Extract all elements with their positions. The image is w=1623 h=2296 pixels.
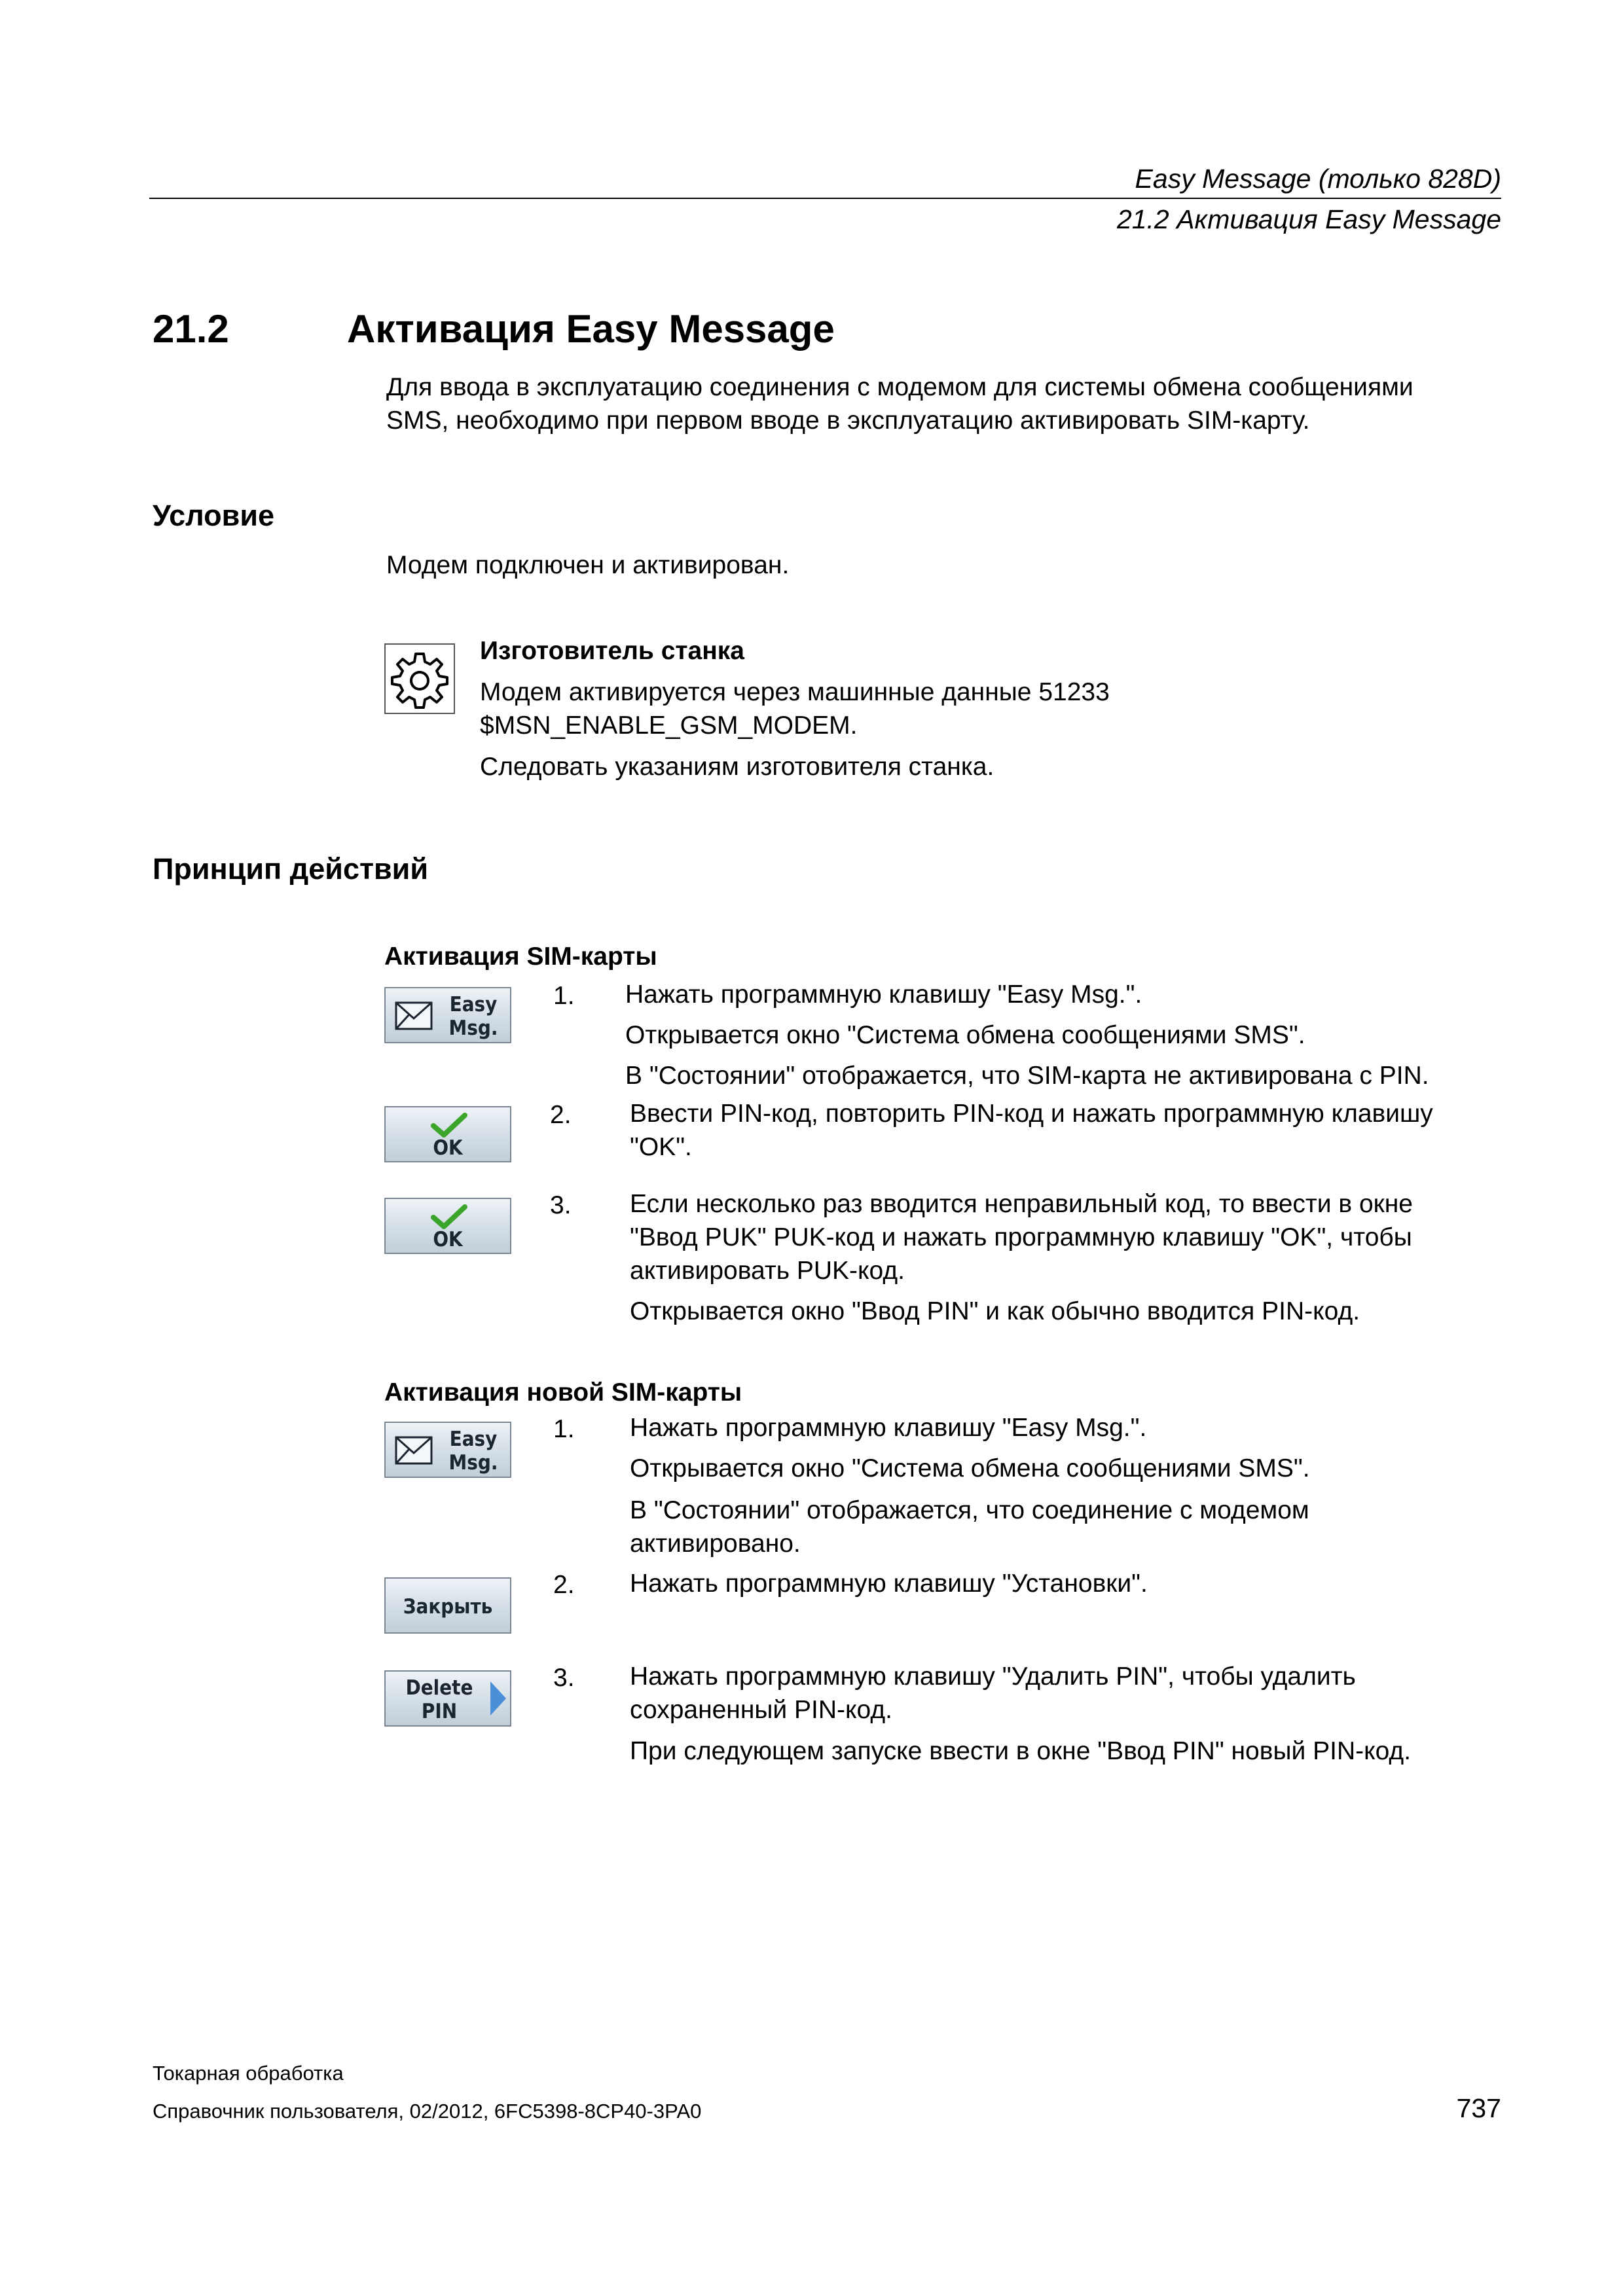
softkey-label: Закрыть [403,1595,493,1619]
softkey-label-line-2: Msg. [448,1016,498,1040]
manufacturer-line-3: Следовать указаниям изготовителя станка. [480,753,994,781]
softkey-label-line-2: PIN [421,1700,458,1723]
step-text: Нажать программную клавишу "Установки". [630,1570,1148,1598]
easy-msg-softkey[interactable] [384,1422,511,1478]
sim-activation-heading: Активация SIM-карты [384,942,657,971]
step-number: 2. [550,1101,572,1129]
step-number: 3. [553,1664,575,1692]
condition-heading: Условие [153,499,275,532]
step-number: 1. [553,1415,575,1443]
arrow-right-icon [489,1680,507,1717]
gear-icon [386,645,454,713]
section-number: 21.2 [153,307,229,351]
softkey-label-line-1: Easy [449,1427,498,1451]
step-result: В "Состоянии" отображается, что соединение с модемом [630,1496,1309,1524]
step-result: Открывается окно "Система обмена сообщениями SMS". [630,1454,1310,1482]
envelope-icon [395,1001,433,1030]
checkmark-icon [431,1204,467,1229]
delete-pin-softkey[interactable] [384,1670,511,1727]
close-softkey[interactable] [384,1577,511,1634]
step-text: активировать PUK-код. [630,1257,905,1285]
step-result: В "Состоянии" отображается, что SIM-карта не активирована с PIN. [625,1062,1429,1090]
step-result: Открывается окно "Система обмена сообщениями SMS". [625,1021,1305,1049]
section-title: Активация Easy Message [347,307,835,351]
principle-heading: Принцип действий [153,852,428,886]
easy-msg-softkey[interactable] [384,987,511,1043]
new-sim-activation-heading: Активация новой SIM-карты [384,1378,742,1407]
intro-line-2: SMS, необходимо при первом вводе в эксплуатацию активировать SIM-карту. [386,406,1310,435]
manufacturer-line-2: $MSN_ENABLE_GSM_MODEM. [480,711,858,740]
machine-manufacturer-box [384,643,455,714]
step-number: 2. [553,1571,575,1599]
step-number: 3. [550,1191,572,1219]
condition-text: Модем подключен и активирован. [386,551,790,579]
envelope-icon [395,1436,433,1465]
running-header-chapter: Easy Message (только 828D) [1135,164,1501,194]
softkey-label-line-1: Delete [405,1676,473,1700]
softkey-label-line-2: Msg. [448,1451,498,1475]
step-text: Нажать программную клавишу "Удалить PIN", чтобы удалить [630,1662,1356,1691]
ok-softkey[interactable] [384,1106,511,1162]
step-text: Нажать программную клавишу "Easy Msg.". [630,1414,1147,1442]
step-text: "OK". [630,1133,692,1161]
ok-softkey[interactable] [384,1198,511,1254]
footer-product: Токарная обработка [153,2062,344,2085]
step-text: Нажать программную клавишу "Easy Msg.". [625,980,1142,1009]
softkey-label: OK [433,1136,463,1160]
manufacturer-heading: Изготовитель станка [480,637,744,665]
page-number: 737 [1456,2093,1501,2123]
running-header-section: 21.2 Активация Easy Message [1116,204,1501,234]
softkey-label: OK [433,1228,463,1251]
softkey-label-line-1: Easy [449,993,498,1016]
checkmark-icon [431,1113,467,1138]
step-text: "Ввод PUK" PUK-код и нажать программную клавишу "OK", чтобы [630,1223,1412,1251]
header-rule [149,198,1501,199]
step-text: Ввести PIN-код, повторить PIN-код и нажать программную клавишу [630,1100,1433,1128]
footer-manual-info: Справочник пользователя, 02/2012, 6FC5398-8CP40-3PA0 [153,2100,702,2123]
step-result: Открывается окно "Ввод PIN" и как обычно вводится PIN-код. [630,1297,1360,1325]
step-text: Если несколько раз вводится неправильный код, то ввести в окне [630,1190,1413,1218]
step-text: сохраненный PIN-код. [630,1696,892,1724]
step-number: 1. [553,982,575,1010]
step-result: активировано. [630,1530,801,1558]
intro-line-1: Для ввода в эксплуатацию соединения с модемом для системы обмена сообщениями [386,373,1413,401]
step-result: При следующем запуске ввести в окне "Ввод PIN" новый PIN-код. [630,1737,1412,1765]
manufacturer-line-1: Модем активируется через машинные данные 51233 [480,678,1110,706]
